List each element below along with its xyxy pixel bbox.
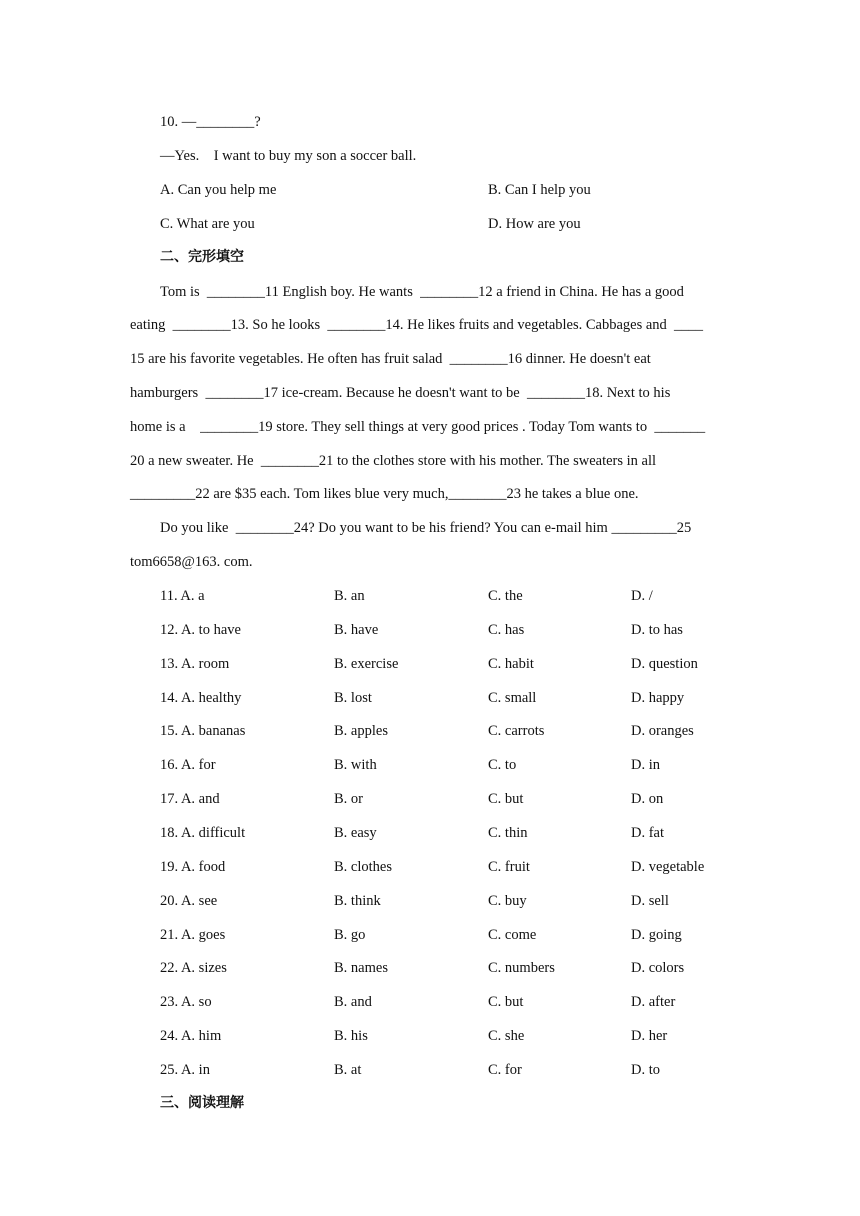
q10-option-c: C. What are you: [160, 216, 255, 232]
q10-stem: 10. —________?: [160, 114, 261, 130]
question-option-b: B. think: [334, 893, 381, 909]
question-option-b: B. lost: [334, 690, 372, 706]
question-option-a: 16. A. for: [160, 757, 216, 773]
question-option-d: D. vegetable: [631, 859, 705, 875]
question-option-b: B. clothes: [334, 859, 392, 875]
passage-line: Do you like ________24? Do you want to be his friend? You can e-mail him _________25: [160, 520, 692, 536]
question-option-a: 17. A. and: [160, 791, 220, 807]
q10-option-a: A. Can you help me: [160, 182, 277, 198]
passage-line: eating ________13. So he looks ________14. He likes fruits and vegetables. Cabbages and ____: [130, 317, 704, 333]
passage-line: hamburgers ________17 ice-cream. Because he doesn't want to be ________18. Next to his: [130, 385, 671, 401]
question-option-c: C. for: [488, 1062, 522, 1078]
passage-line: _________22 are $35 each. Tom likes blue very much,________23 he takes a blue one.: [130, 486, 639, 502]
q10-reply: —Yes. I want to buy my son a soccer ball.: [160, 148, 417, 164]
section-2-title: 二、完形填空: [160, 249, 244, 265]
question-option-b: B. apples: [334, 723, 388, 739]
question-option-d: D. oranges: [631, 723, 694, 739]
passage-line: 15 are his favorite vegetables. He often has fruit salad ________16 dinner. He doesn't eat: [130, 351, 651, 367]
question-option-a: 13. A. room: [160, 656, 230, 672]
question-option-a: 23. A. so: [160, 994, 212, 1010]
question-option-a: 24. A. him: [160, 1028, 222, 1044]
question-option-a: 18. A. difficult: [160, 825, 246, 841]
question-option-d: D. fat: [631, 825, 665, 841]
question-option-a: 12. A. to have: [160, 622, 241, 638]
question-option-c: C. small: [488, 690, 537, 706]
question-option-d: D. her: [631, 1028, 668, 1044]
question-option-c: C. but: [488, 791, 524, 807]
passage-line: home is a ________19 store. They sell things at very good prices . Today Tom wants to _______: [130, 419, 706, 435]
question-option-d: D. question: [631, 656, 698, 672]
question-option-c: C. thin: [488, 825, 528, 841]
passage-line: Tom is ________11 English boy. He wants ________12 a friend in China. He has a good: [160, 284, 684, 300]
question-option-b: B. or: [334, 791, 363, 807]
question-option-d: D. after: [631, 994, 676, 1010]
question-option-b: B. at: [334, 1062, 362, 1078]
question-option-a: 20. A. see: [160, 893, 218, 909]
question-option-c: C. come: [488, 927, 537, 943]
question-option-a: 22. A. sizes: [160, 960, 227, 976]
question-option-d: D. happy: [631, 690, 685, 706]
question-option-a: 19. A. food: [160, 859, 226, 875]
question-option-d: D. sell: [631, 893, 669, 909]
question-option-d: D. to: [631, 1062, 660, 1078]
question-option-d: D. in: [631, 757, 660, 773]
section-3-title: 三、阅读理解: [160, 1095, 244, 1111]
question-option-c: C. carrots: [488, 723, 545, 739]
question-option-c: C. habit: [488, 656, 534, 672]
q10-option-b: B. Can I help you: [488, 182, 591, 198]
question-option-b: B. with: [334, 757, 377, 773]
question-option-c: C. has: [488, 622, 525, 638]
question-option-a: 25. A. in: [160, 1062, 210, 1078]
question-option-d: D. /: [631, 588, 653, 604]
question-option-d: D. colors: [631, 960, 685, 976]
passage-line: tom6658@163. com.: [130, 554, 253, 570]
question-option-b: B. names: [334, 960, 388, 976]
question-option-a: 14. A. healthy: [160, 690, 242, 706]
question-option-b: B. an: [334, 588, 365, 604]
question-option-d: D. going: [631, 927, 682, 943]
question-option-d: D. on: [631, 791, 664, 807]
question-option-b: B. have: [334, 622, 379, 638]
question-option-d: D. to has: [631, 622, 683, 638]
question-option-b: B. exercise: [334, 656, 399, 672]
question-option-a: 21. A. goes: [160, 927, 226, 943]
question-option-b: B. easy: [334, 825, 377, 841]
question-option-a: 15. A. bananas: [160, 723, 246, 739]
question-option-c: C. numbers: [488, 960, 555, 976]
question-option-c: C. the: [488, 588, 523, 604]
question-option-b: B. go: [334, 927, 366, 943]
question-option-b: B. his: [334, 1028, 368, 1044]
question-option-b: B. and: [334, 994, 372, 1010]
question-option-c: C. she: [488, 1028, 525, 1044]
q10-option-d: D. How are you: [488, 216, 581, 232]
question-option-a: 11. A. a: [160, 588, 205, 604]
passage-line: 20 a new sweater. He ________21 to the clothes store with his mother. The sweaters in all: [130, 453, 657, 469]
question-option-c: C. to: [488, 757, 517, 773]
question-option-c: C. fruit: [488, 859, 530, 875]
question-option-c: C. but: [488, 994, 524, 1010]
question-option-c: C. buy: [488, 893, 527, 909]
